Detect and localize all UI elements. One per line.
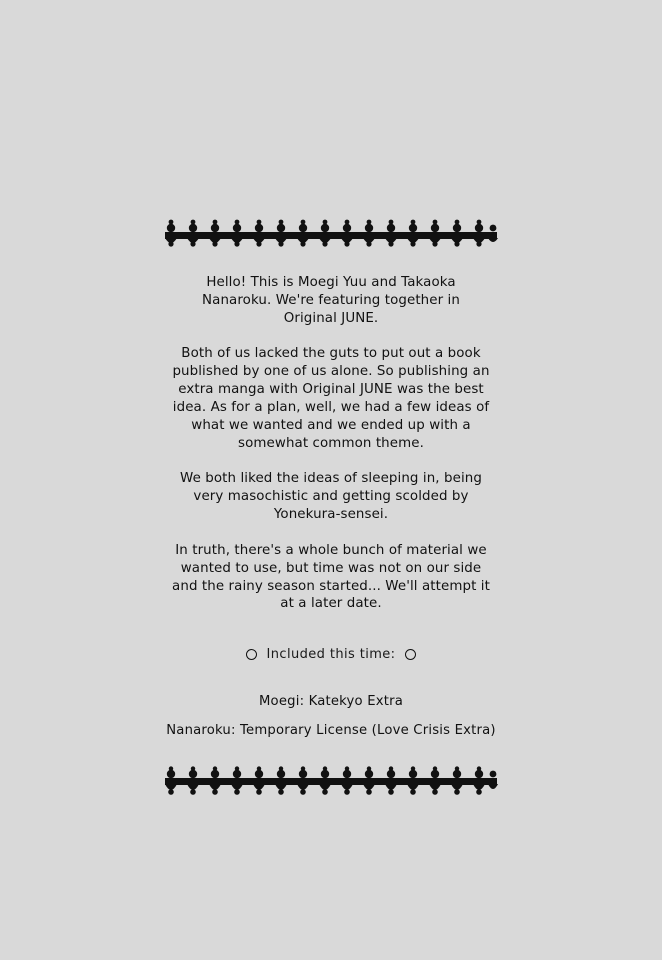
credit-item: Nanaroku: Temporary License (Love Crisis Extra) [166,723,496,739]
included-header [246,647,417,662]
circle-ornament-icon-right [405,649,416,660]
themes-paragraph: We both liked the ideas of sleeping in, being very masochistic and getting scolded by Yonekura-sensei. [180,471,482,523]
intro-paragraph: Hello! This is Moegi Yuu and Takaoka Nanaroku. We're featuring together in Original JUNE. [202,275,460,326]
body-paragraph: Both of us lacked the guts to put out a book published by one of us alone. So publishing an extra manga with Original JUNE was the best idea. As for a plan, well, we had a few ideas of what we wanted and we ended up with a somewhat common theme. [172,346,490,451]
credits-list [121,694,541,738]
afterword-content [121,274,541,738]
decorative-lace-border-top [161,218,501,252]
circle-ornament-icon-left [246,649,257,660]
closing-paragraph: In truth, there's a whole bunch of material we wanted to use, but time was not on our side and the rainy season started... We'll attempt it at a later date. [172,542,490,612]
included-label: Included this time: [266,647,396,663]
credit-item: Moegi: Katekyo Extra [258,694,404,710]
decorative-lace-border-bottom [161,766,501,800]
